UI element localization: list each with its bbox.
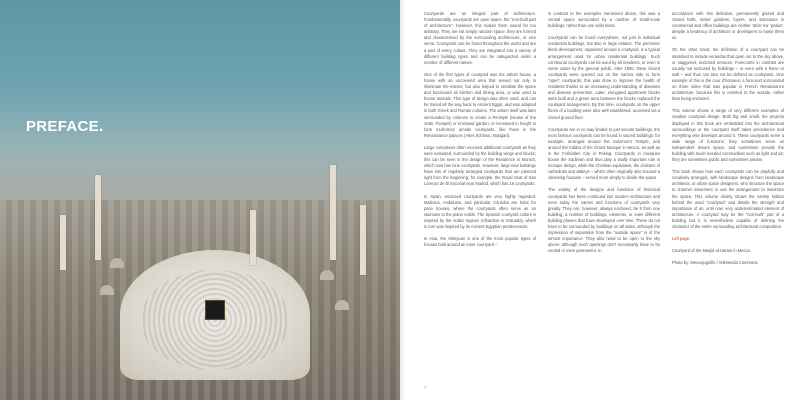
photo-dome (100, 285, 114, 295)
caption-line: Courtyard of the Masjid al-Haram in Mecca (672, 248, 750, 254)
photo-dome (320, 270, 334, 280)
paragraph: One of the first types of courtyard was the atrium house, a house with an uncovered area that served not only to illuminate the interior, but also helped to ventilate the space and functioned as kitchen and dining area, or was used to house animals. This type of design was often used, and can be traced all the way back to Ancient Egypt, and was adopted in both Greek and Roman cultures. The atrium itself was later surrounded by columns to create a Peristyle (House of the Vettii, Pompeii) or enclosed garden; or increased in height to form multi-story arcade courtyards, like those in the Renaissance palaces (Altes Schloss, Stuttgart). (424, 71, 536, 138)
photo-minaret (360, 205, 366, 275)
caption-line: Photo by: Mecovjoginfin / Wikimedia Commons. (672, 260, 759, 266)
preface-heading: PREFACE. (26, 118, 104, 135)
page-fold-shadow (400, 0, 406, 400)
paragraph: in contrast to the examples mentioned above, this was a central space surrounded by a number of small-scale buildings, rather than one solid mass. (548, 11, 660, 29)
paragraph: Courtyards are in no way limited to just secular buildings, the most famous courtyards can be found in sacred buildings: for example, arranged around the Solomon’s Temple, and around the Kabba of the Grand Mosque in Mecca, as well as in the Forbidden City in Peking. Courtyards in mosques house the Sadirvan and thus play a vitally important role in mosque design, while the Christian equivalent, the cloisters of cathedrals and abbeys – which often originally also housed a cleansing fountain – served more simply to divide the space. (548, 126, 660, 181)
page-number: 7 (424, 385, 427, 390)
text-column-1 (424, 11, 536, 391)
text-columns (424, 11, 784, 391)
paragraph: In Spain, enclosed courtyards are very highly regarded: Mallorca, Andalusia, and particular Córdoba are hubs for patio houses, where the courtyards often serve as an staircase to the piano nobile. The Spanish courtyard culture is inspired by the Arabic regions (Alhambra in Granada), which in turn was inspired by its Ancient Egyptian predecessors. (424, 193, 536, 229)
paragraph: In Asia, the Siheyuan is one of the most popular types of houses built around an inner courtyard – (424, 236, 536, 248)
paragraph: This volume shows a range of very different examples of creative courtyard design. Both big and small, the projects displayed in this book are embedded into the architectural surroundings or the courtyard itself takes precedence and everything else develops around it. These courtyards serve a wide range of functions: they sometimes serve as independent leisure space, and sometimes provide the building with much needed commodities such as light and air; they are sometimes public and sometimes private. (672, 108, 784, 163)
paragraph: accordance with this definition, permanently glazed and closed halls, winter gardens, foyers, and staircases in commercial and office buildings are neither ‘atria’ nor ‘patios’, despite a tendency of architects or developers to name them so. (672, 11, 784, 41)
photo-crowd (140, 270, 290, 370)
photo-minaret (250, 210, 256, 265)
photo-kaaba (205, 300, 225, 320)
right-page-text (400, 0, 800, 400)
paragraph: On the other hand, the definition of a courtyard can be stretched to include verandas that open out to the sky above, or staggered, enclosed terraces. Forecourts in contrast are usually not enclosed by buildings – or even with a fence or wall – and thus can also not be defined as courtyards. One example of this is the cour d’honneur, a forecourt surrounded on three sides that was popular in French Renaissance architecture, because this is oriented to the outside, rather than being enclosed. (672, 47, 784, 102)
photo-dome (110, 258, 124, 268)
paragraph: Large complexes often received additional courtyards as they were extended, surrounded by the building wings and blocks; this can be seen in the design of the Residence in Munich, which now has nine courtyards. However, large new buildings have lots of regularly arranged courtyards that are planned right from the beginning; for example, the Royal Seat of San Lorenzo de El Escorial near Madrid, which has 16 courtyards. (424, 144, 536, 187)
caption-title: Left page: (672, 236, 691, 242)
photo-minaret (60, 215, 66, 270)
text-column-3 (672, 11, 784, 391)
paragraph: This book shows how each courtyards can be playfully and creatively arranged, with landscape designs from landscape architects, or urban space designers, who structure the space to channel movement or use the arrangement to maximize the space. This volume clearly shows the variety hidden behind the word “courtyard” and details the strength and importance of an, until now, very underestimated element of architecture. A courtyard may be the “non-built” part of a building but it is nevertheless capable of defining the character of the entire surrounding architectural composition. (672, 169, 784, 229)
paragraph: Courtyards can be found everywhere, not just in individual residential buildings, but also in large estates. The perimeter block development, organized around a courtyard, is a typical arrangement used for urban residential buildings. Such communal courtyards can be used by all residents, or even in some cases by the general public. After 1900, these closed courtyards were opened out on the narrow side to form “open” courtyards; this was done to improve the health of residents thanks to an increasing understanding of diseases and disease prevention. Later, elongated apartment blocks were built and a green area between the blocks replaced the courtyard arrangement. By this time, courtyards on the upper floors of a building were also well established, accessed via a closed ground floor. (548, 35, 660, 120)
photo-dome (335, 300, 349, 310)
paragraph: The variety of the designs and functions of historical courtyards has been continued into modern architecture and even today the names and functions of courtyards vary greatly. They are, however, always enclosed, be it from one building, a number of buildings, elements, or even different building phases that have developed over time. These do not have to be surrounded by buildings on all sides, although the impression of separation from the “outside space” is of the utmost importance. They also need to be open to the sky above: although such openings don’t necessarily have to be central or even permanent. In (548, 187, 660, 254)
text-column-2 (548, 11, 660, 391)
photo-minaret (330, 165, 336, 260)
photo-minaret (95, 175, 101, 260)
paragraph: Courtyards are an integral part of architecture. Fundamentally, courtyards are open space, the “non-built part of architecture”. However, this makes them sound far too arbitrary. They are not simply random space; they are formed and characterized by the surrounding architecture, or vice versa. Courtyards can be found throughout the world and are a part of every culture. They are integrated into a variety of different building types and can be categorized under a number of different names. (424, 11, 536, 65)
